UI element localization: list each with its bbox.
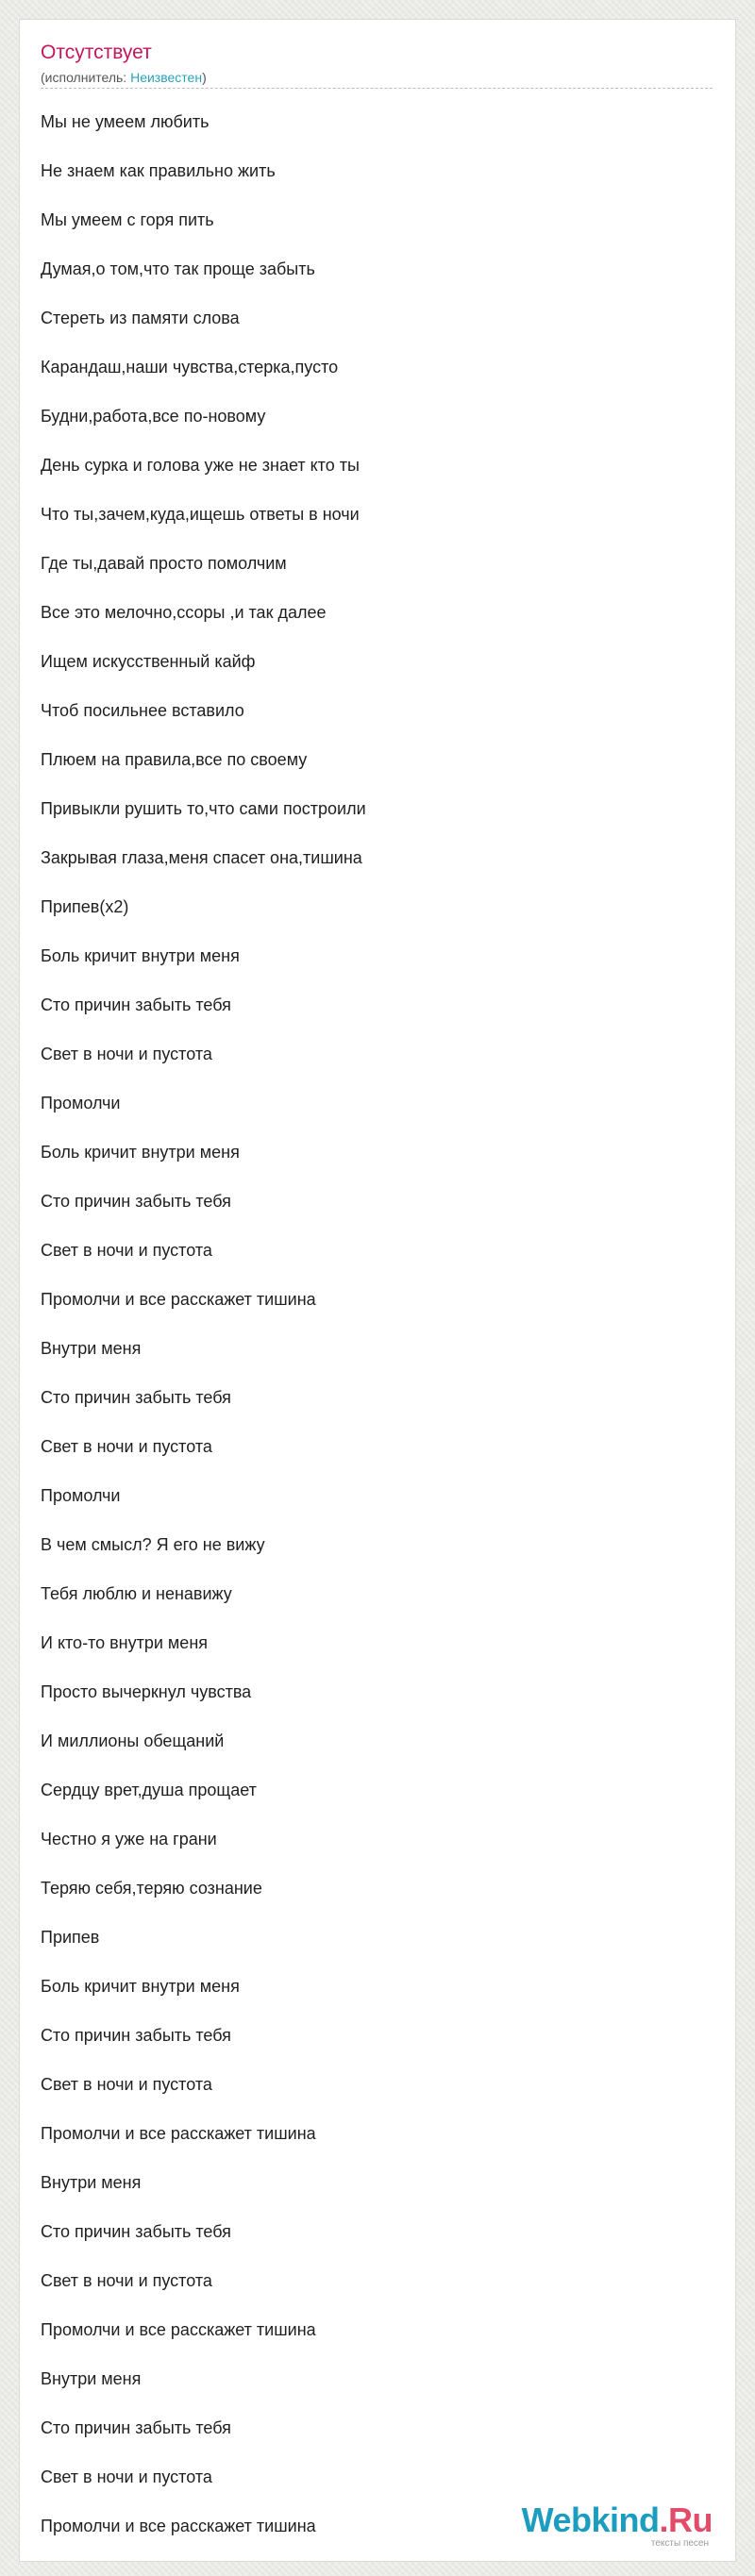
lyric-line: Промолчи [41,1094,121,1112]
logo-tagline: тексты песен [650,2538,709,2549]
lyric-line: Плюем на правила,все по своему [41,750,308,769]
lyric-line: Ищем искусственный кайф [41,652,256,671]
lyric-line: Чтоб посильнее вставило [41,701,244,720]
lyric-line: Сто причин забыть тебя [41,1192,231,1211]
artist-prefix: (исполнитель: [41,70,131,85]
lyric-line: Свет в ночи и пустота [41,1045,212,1063]
lyric-line: Где ты,давай просто помолчим [41,554,287,573]
lyric-line: Сто причин забыть тебя [41,2026,231,2045]
lyric-line: Просто вычеркнул чувства [41,1682,252,1701]
lyric-line: Боль кричит внутри меня [41,1143,240,1162]
lyric-line: И кто-то внутри меня [41,1633,209,1652]
lyric-line: Свет в ночи и пустота [41,1437,212,1456]
lyric-line: Сто причин забыть тебя [41,2222,231,2241]
lyric-line: Свет в ночи и пустота [41,2467,212,2486]
lyric-line: Честно я уже на грани [41,1830,217,1848]
lyric-line: Внутри меня [41,2173,142,2192]
lyric-line: Не знаем как правильно жить [41,161,276,180]
lyric-line: Внутри меня [41,1339,142,1358]
lyric-line: Что ты,зачем,куда,ищешь ответы в ночи [41,505,360,524]
lyric-line: Тебя люблю и ненавижу [41,1584,232,1603]
lyric-line: Закрывая глаза,меня спасет она,тишина [41,848,362,867]
artist-suffix: ) [202,70,207,85]
lyric-line: Промолчи [41,1486,121,1505]
lyric-line: Сто причин забыть тебя [41,1388,231,1407]
lyric-line: Промолчи и все расскажет тишина [41,2124,316,2143]
lyric-line: Промолчи и все расскажет тишина [41,1290,316,1309]
lyric-line: Карандаш,наши чувства,стерка,пусто [41,358,339,376]
lyrics-page [19,19,736,2562]
lyric-line: В чем смысл? Я его не вижу [41,1535,265,1554]
lyric-line: И миллионы обещаний [41,1731,225,1750]
lyric-line: Все это мелочно,ссоры ,и так далее [41,603,327,622]
lyric-line: Сто причин забыть тебя [41,2418,231,2437]
lyric-line: Теряю себя,теряю сознание [41,1879,262,1898]
lyric-line: Будни,работа,все по-новому [41,407,266,426]
artist-link[interactable]: Неизвестен [130,70,203,85]
lyric-line: Припев(x2) [41,897,129,916]
lyric-line: Мы умеем с горя пить [41,210,214,229]
lyric-line: Боль кричит внутри меня [41,946,240,965]
lyric-line: Внутри меня [41,2369,142,2388]
lyric-line: Промолчи и все расскажет тишина [41,2517,316,2535]
lyric-line: Сердцу врет,душа прощает [41,1781,257,1799]
song-title: Отсутствует [41,42,152,63]
lyric-line: Боль кричит внутри меня [41,1977,240,1996]
lyric-line: Свет в ночи и пустота [41,2271,212,2290]
logo-name-main: Webkind [521,2501,660,2539]
lyric-line: Свет в ночи и пустота [41,2075,212,2094]
lyrics-list [41,97,713,2551]
lyric-line: Стереть из памяти слова [41,309,240,327]
lyric-line: Припев [41,1928,100,1947]
artist-line [41,69,207,86]
lyric-line: Мы не умеем любить [41,112,210,131]
lyric-line: Свет в ночи и пустота [41,1241,212,1260]
logo-wordmark [522,2502,713,2538]
lyric-line: Привыкли рушить то,что сами построили [41,799,366,818]
lyric-line: Сто причин забыть тебя [41,995,231,1014]
site-logo[interactable] [522,2502,713,2550]
lyric-line: День сурка и голова уже не знает кто ты [41,456,360,475]
lyric-line: Промолчи и все расскажет тишина [41,2320,316,2339]
logo-name-accent: .Ru [659,2501,713,2539]
title-divider [41,88,713,89]
lyric-line: Думая,о том,что так проще забыть [41,259,315,278]
